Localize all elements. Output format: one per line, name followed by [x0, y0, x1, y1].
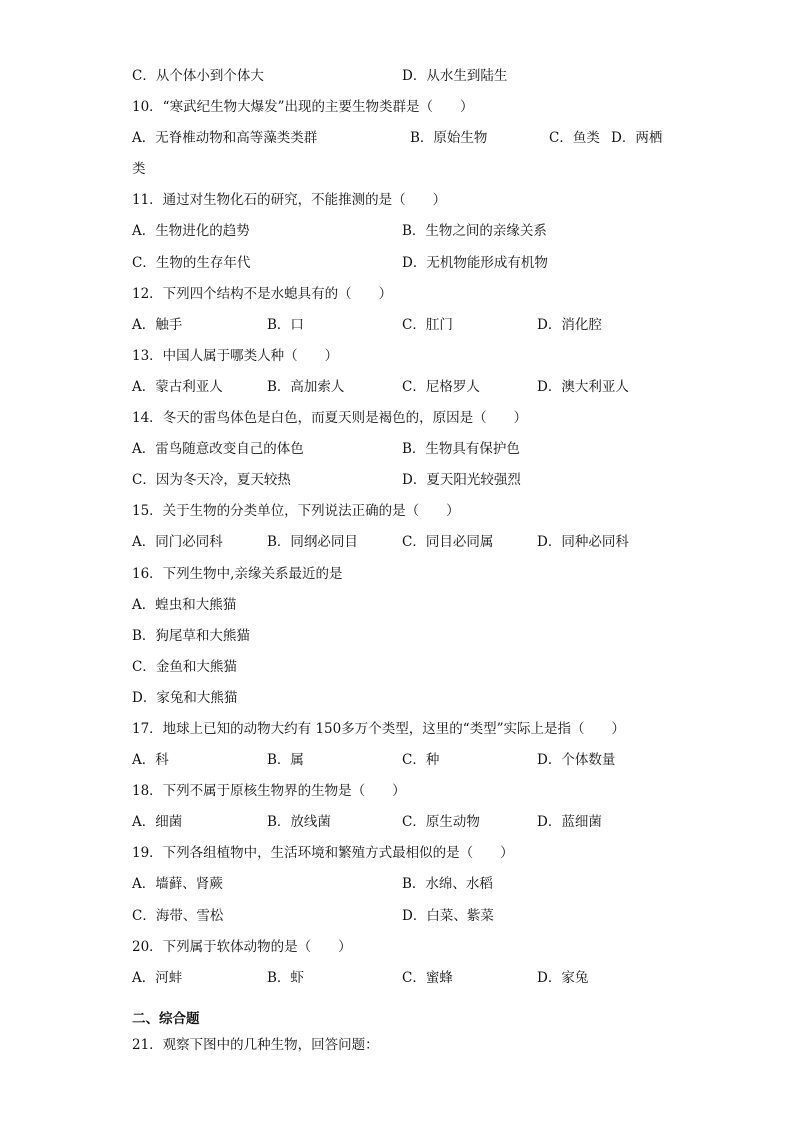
q12-option-b: B．口: [267, 316, 304, 333]
q17-option-a: A．科: [132, 752, 169, 769]
q13-option-c: C．尼格罗人: [402, 378, 480, 395]
q11-option-b: B．生物之间的亲缘关系: [402, 223, 547, 240]
q13-stem: 13．中国人属于哪类人种（ ）: [132, 347, 339, 364]
q18-stem: 18．下列不属于原核生物界的生物是（ ）: [132, 783, 406, 800]
q16-option-b: B．狗尾草和大熊猫: [132, 627, 250, 644]
q20-stem: 20．下列属于软体动物的是（ ）: [132, 938, 352, 955]
q16-option-c: C．金鱼和大熊猫: [132, 658, 237, 675]
q20-options-row: [132, 965, 672, 996]
q19-options-row-2: [132, 903, 672, 934]
q12-option-d: D．消化腔: [537, 316, 602, 333]
q15-option-a: A．同门必同科: [132, 534, 223, 551]
q20-option-a: A．河蚌: [132, 969, 183, 986]
q13-option-a: A．蒙古利亚人: [132, 378, 223, 395]
q16-option-a: A．蝗虫和大熊猫: [132, 596, 237, 613]
q19-option-b: B．水绵、水稻: [402, 876, 493, 893]
q10-option-c: C．鱼类: [549, 130, 600, 147]
q14-option-b: B．生物具有保护色: [402, 441, 520, 458]
q14-option-c: C．因为冬天冷，夏天较热: [132, 472, 291, 489]
q14-stem: 14．冬天的雷鸟体色是白色，而夏天则是褐色的，原因是（ ）: [132, 410, 528, 427]
q17-option-c: C．种: [402, 752, 440, 769]
q13-options-row: [132, 374, 672, 405]
q10-stem: 10．“寒武纪生物大爆发”出现的主要生物类群是（ ）: [132, 99, 474, 116]
q11-option-d: D．无机物能形成有机物: [402, 254, 548, 271]
q14-options-row-2: [132, 467, 672, 498]
q11-options-row-2: [132, 250, 672, 281]
q9-options-row: [132, 63, 672, 94]
q14-option-a: A．雷鸟随意改变自己的体色: [132, 441, 304, 458]
q20-option-c: C．蜜蜂: [402, 969, 453, 986]
q14-options-row-1: [132, 436, 672, 467]
q18-option-b: B．放线菌: [267, 814, 331, 831]
q13-option-d: D．澳大利亚人: [537, 378, 629, 395]
q19-options-row-1: [132, 871, 672, 902]
q13-option-b: B．高加索人: [267, 378, 345, 395]
q18-option-c: C．原生动物: [402, 814, 480, 831]
q9-option-d: D．从水生到陆生: [402, 68, 508, 84]
q17-option-b: B．属: [267, 752, 304, 769]
q12-option-c: C．肛门: [402, 316, 453, 333]
q16-stem: 16．下列生物中,亲缘关系最近的是: [132, 565, 343, 582]
q18-option-d: D．蓝细菌: [537, 814, 602, 831]
q11-option-c: C．生物的生存年代: [132, 254, 251, 271]
q12-stem: 12．下列四个结构不是水螅具有的（ ）: [132, 285, 393, 302]
q15-stem: 15．关于生物的分类单位，下列说法正确的是（ ）: [132, 503, 460, 520]
q19-stem: 19．下列各组植物中，生活环境和繁殖方式最相似的是（ ）: [132, 845, 514, 862]
q14-option-d: D．夏天阳光较强烈: [402, 472, 521, 489]
q10-option-a: A．无脊椎动物和高等藻类类群: [132, 130, 318, 147]
q20-option-d: D．家兔: [537, 969, 589, 986]
q19-option-d: D．白菜、紫菜: [402, 907, 494, 924]
q15-option-b: B．同纲必同目: [267, 534, 358, 551]
q17-option-d: D．个体数量: [537, 752, 616, 769]
q21-stem: 21．观察下图中的几种生物，回答问题：: [132, 1036, 379, 1053]
q12-options-row: [132, 312, 672, 343]
q9-option-c: C．从个体小到个体大: [132, 68, 264, 84]
q11-options-row-1: [132, 218, 672, 249]
q10-options-row: [132, 125, 672, 156]
q15-options-row: [132, 529, 672, 560]
q11-stem: 11．通过对生物化石的研究，不能推测的是（ ）: [132, 192, 447, 209]
q15-option-d: D．同种必同科: [537, 534, 629, 551]
q10-option-d-wrap: 类: [132, 161, 146, 178]
q20-option-b: B．虾: [267, 969, 304, 986]
q16-option-d: D．家兔和大熊猫: [132, 689, 238, 706]
question-list: [132, 63, 672, 1058]
q11-option-a: A．生物进化的趋势: [132, 223, 250, 240]
q17-stem: 17．地球上已知的动物大约有 150多万个类型，这里的“类型”实际上是指（ ）: [132, 720, 626, 737]
section-title: 二、综合题: [132, 1010, 200, 1027]
q15-option-c: C．同目必同属: [402, 534, 494, 551]
q18-options-row: [132, 809, 672, 840]
q17-options-row: [132, 747, 672, 778]
q19-option-a: A．墙藓、肾蕨: [132, 876, 223, 893]
q19-option-c: C．海带、雪松: [132, 907, 224, 924]
q12-option-a: A．触手: [132, 316, 183, 333]
q10-option-b: B．原始生物: [410, 130, 488, 147]
q10-option-d: D．两栖: [611, 130, 663, 147]
q18-option-a: A．细菌: [132, 814, 183, 831]
